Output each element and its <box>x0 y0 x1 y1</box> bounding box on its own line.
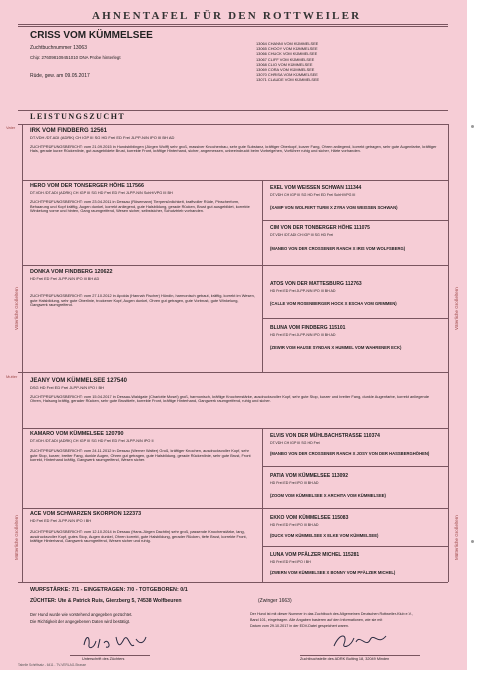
ancestor-name: BLUNA VOM FINDBERG 115101 <box>270 325 346 331</box>
ancestor-parents: (ZEWIR VOM HAUSE SYNDAN X HUMMEL VOM WAHRENER ECK) <box>270 345 402 350</box>
row-rule <box>262 466 448 467</box>
registry-signature-line <box>300 655 420 656</box>
section-rule <box>18 110 448 111</box>
ancestor-name: EKKO VOM KÜMMELSEE 115083 <box>270 515 349 521</box>
dog-name: CRISS VOM KÜMMELSEE <box>30 30 153 41</box>
binder-hole <box>471 540 474 543</box>
littermate: 13071 CLAUDE VOM KÜMMELSEE <box>256 77 320 83</box>
document-title: AHNENTAFEL FÜR DEN ROTTWEILER <box>92 10 362 22</box>
ancestor-name: ATOS VON DER MATTESBURG 112763 <box>270 281 362 287</box>
ancestor-titles: HD Frei ED Frei JLPP-N/N IPO III BH AD <box>270 333 336 337</box>
grandfather-paternal-report: ZUCHTPRÜFUNGSBERICHT: vom 23.04.2011 in Dessau (Rösemann) Tierpersönlichkeit, kraftvoller Rüde, Pinscherform, Behaarung und Kopf kräftig, Augen dunkel, korrekt anliegend, gute Halsbildung, gerade Rücken, Brust gut ausgebildet, korrekte Winkelung vorne und hinten, Gang raumgreifend, Wesen sicher, selbstsicher, Schutztrieb vorhanden. <box>30 200 250 213</box>
grandmother-paternal-titles: HD Frei ED Frei JLPP-N/N IPO III BH AD <box>30 277 100 281</box>
section-title: LEISTUNGSZUCHT <box>30 112 126 121</box>
grandmother-maternal-report: ZUCHTPRÜFUNGSBERICHT: vom 12.10.2014 in Dessau (Hans-Jürgen Dachtin) sehr groß, passende Knochenstärke, lang, ausdrucksvoller Kopf, gutes Stop, Augen dunkel, Ohren korrekt, gute Halsbildung, gerader Rücken, tiefe Brust, korrekte Front, kräftige Hinterhand, Gangwerk raumgreifend, Wesen sicher und ruhig. <box>30 530 247 543</box>
ancestor-parents: (MANBO VON DER CROSSENER RANCH X JOSY VON DER HASSBERGHÖHEN) <box>270 451 430 456</box>
mother-report: ZUCHTPRÜFUNGSBERICHT: vom 15.04.2017 in Dessau-Waldgate (Charlotte Mosel) groß, harmonisch, kräftige Knochenstärke, ausdrucksvoller Kopf, sehr gute Stop, kurzer und breiter Fang, dunkle Augenfarbe, korrekt anliegende Ohren, Halsung kräftig, gerader Rücken, sehr gute Brusttiefe, korrekte Front, kräftige Hinterhand, Gangwerk raumgreifend, ruhig und sicher. <box>30 395 430 404</box>
ancestor-parents: (ZWERN VOM KÜMMELSEE X BONNY VOM PFÄLZER MICHEL) <box>270 570 396 575</box>
column-divider <box>262 508 263 582</box>
grandfather-maternal-name: KAMARO VOM KÜMMELSEE 120790 <box>30 431 124 437</box>
father-name: IRK VOM FINDBERG 12561 <box>30 128 108 134</box>
breeder-note-1: Der Hund wurde wie vorstehend angegeben gezüchtet. <box>30 612 133 617</box>
breeder-signature <box>80 631 150 653</box>
littermate: 13066 CHUCK VOM KÜMMELSEE <box>256 51 318 57</box>
grandmother-maternal-name: ACE VOM SCHWARZEN SKORPION 122373 <box>30 511 142 517</box>
litter-stats: WURFSTÄRKE: 7/1 - EINGETRAGEN: 7/0 - TOTGEBOREN: 0/1 <box>30 587 188 593</box>
ancestor-parents: (MANBO VON DER CROSSENER RANCH X IRIS VOM WOLFSBERG) <box>270 246 406 251</box>
father-report: ZUCHTPRÜFUNGSBERICHT: vom 21.09.2015 in Hundsbiblingen (Jürgen Wolff) sehr groß, massiver Knochenbau, sehr gute Substanz, kräftiger Oberkopf, kurzer Fang, Ohren anliegend, korrekt getragen, sehr gute Augenfarbe, kräftiger Hals, gerade kurze Rückenlinie, gut ausgebildete Brust, korrekte Front, kräftige Hinterhand, sicher, angemessen, unbeeindruckt beim Vorbeigehen, Vorführer ruhig und sicher, Härte vorhanden. <box>30 145 437 154</box>
row-rule <box>262 318 448 319</box>
row-rule <box>22 508 448 509</box>
registry-signature-label: Zuchtbuchstelle des ADRK Bulting 18, 32049 Minden <box>300 657 390 661</box>
row-rule <box>262 220 448 221</box>
breeder-note-2: Die Richtigkeit der angegebenen Daten wird bestätigt. <box>30 619 131 624</box>
breeder-signature-label: Unterschrift des Züchters <box>82 657 125 661</box>
breeder: ZÜCHTER: Ute & Patrick Ruis, Gierzberg 5, 74538 Wolfbeuren <box>30 598 182 604</box>
frame-right <box>448 124 449 582</box>
grandfather-paternal-name: HERO VOM DER TONSERGER HÖHE 117566 <box>30 183 145 189</box>
ancestor-parents: (CALLE VOM ROSENBERGER HOCK X ESCHA VOM GRIMMEN) <box>270 301 397 306</box>
littermate: 13070 CHRISA VOM KÜMMELSEE <box>256 72 318 78</box>
ancestor-titles: HD Frei ED Frei IPO III BH AD <box>270 523 319 527</box>
kennel-number: (Zwinger 1663) <box>258 598 292 604</box>
frame-bottom <box>18 582 448 583</box>
binder-hole <box>471 125 474 128</box>
registry-note-3: Datum vom 29.10.2017 in der EDV-Datei gespeichert waren. <box>250 624 350 628</box>
ancestor-titles: HD Frei ED Frei JLPP-N/N IPO III BH AD <box>270 289 336 293</box>
side-label-left-upper: Väterliche Großeltern <box>14 287 19 330</box>
ancestor-name: ELVIS VON DER MÜHLBACHSTRASSE 110374 <box>270 433 380 439</box>
ancestor-name: LUNA VOM PFÄLZER MICHEL 115281 <box>270 552 360 558</box>
row-rule <box>22 428 448 429</box>
ancestor-titles: HD Frei ED Frei IPO I BH <box>270 560 311 564</box>
grandfather-maternal-report: ZUCHTPRÜFUNGSBERICHT: vom 24.11.2012 in Dessau (Werner Walter) Groß, kräftiger Knochen, ausdrucksvoller Kopf, sehr gute Stop, kurzer, breiter Fang, dunkle Augen, Ohren gut getragen, gute Halsbildung, gerade Rückenlinie, sehr gute Brust, Front korrekt, Hinterhand kräftig, Gangwerk raumgreifend, Wesen sicher. <box>30 449 251 462</box>
littermate: 13069 CORA VOM KÜMMELSEE <box>256 66 315 72</box>
title-rule-2 <box>18 26 448 27</box>
ancestor-titles: DT.VDH /DT.ADI CH IGP III SG HD Frei <box>270 233 334 237</box>
side-label-right-lower: Mütterliche Großeltern <box>454 515 459 560</box>
column-divider <box>262 180 263 265</box>
ancestor-name: EXEL VOM WEISSEN SCHWAN 111344 <box>270 185 362 191</box>
breeder-signature-line <box>70 655 150 656</box>
littermates-list <box>256 42 376 84</box>
registry-signature <box>330 630 390 652</box>
grandfather-maternal-titles: DT.VDH /DT.ADI (ADRK) CH IGP III SG HD Frei ED Frei JLPP-N/N IPO II <box>30 439 154 443</box>
ancestor-titles: DT.VDH CH IGP III SG HD Frei ED Frei SchH/VPG III <box>270 193 356 197</box>
mother-name: JEANY VOM KÜMMELSEE 127540 <box>30 378 127 384</box>
print-line: Tabelle Schriftsatz - 6411 - TV-VERLAG-Strasse <box>18 663 87 667</box>
father-titles: DT.VDH /DT.ADI (ADRK) CH IGP III SG HD Frei ED Frei JLPP-N/N IPO III BH AD <box>30 135 175 140</box>
row-rule <box>22 180 448 181</box>
ancestor-parents: (XAMP VON WOLFERT TURM X ZYRA VOM WEISSEN SCHWAN) <box>270 205 398 210</box>
ancestor-parents: (DUCK VOM KÜMMELSEE X ELKE VOM KÜMMELSEE) <box>270 533 379 538</box>
registry-note-1: Der Hund ist mit dieser Nummer in das Zuchtbuch des Allgemeinen Deutschen Rottweiler-Klub e.V., <box>250 612 413 616</box>
grandmother-paternal-report: ZUCHTPRÜFUNGSBERICHT: vom 27.10.2012 in Apolda (Hannah Fischer) Hündin, harmonisch gebaut, kräftig, korrekt im Wesen, gute Halsbildung, sehr gute Oberlinie, trockener Kopf, Augen dunkel, Ohren gut getragen, gute Vorbrust, gute Winkelung, Gangwerk raumgreifend. <box>30 294 255 307</box>
ancestor-name: CIM VON DER TONBERGER HÖHE 111075 <box>270 225 370 231</box>
row-rule <box>22 265 448 266</box>
grandfather-paternal-titles: DT.VDH /DT.ADI (ADRK) CH IGP III SG HD Frei ED Frei JLPP-N/N SchH/VPG III BH <box>30 191 173 195</box>
ancestor-titles: HD Frei ED Frei IPO III BH AD <box>270 481 319 485</box>
side-label-right-upper: Väterliche Großeltern <box>454 287 459 330</box>
littermate: 13068 CLIO VOM KÜMMELSEE <box>256 61 313 67</box>
chip-number: Chip: 276098109451010 DNA Probe hinterlegt <box>30 55 121 60</box>
side-label-left-lower: Mütterliche Großeltern <box>14 515 19 560</box>
father-label: Vater <box>6 125 16 130</box>
ancestor-parents: (ZOOM VOM KÜMMELSEE X ARCHITA VOM KÜMMELSEE) <box>270 493 386 498</box>
frame-left <box>22 124 23 582</box>
ancestor-titles: DT.VDH CH IGP III SG HD Frei <box>270 441 320 445</box>
littermate: 13065 CHOOY VOM KÜMMELSEE <box>256 46 318 52</box>
ancestor-name: PATIA VOM KÜMMELSEE 113092 <box>270 473 348 479</box>
frame-top <box>18 124 448 125</box>
birth-date: Rüde, gew. am 09.05.2017 <box>30 73 90 79</box>
row-rule <box>18 372 448 373</box>
mother-label: Mutter <box>6 374 18 379</box>
column-divider <box>262 428 263 508</box>
registry-note-2: Band 101, eingetragen. Alle Angaben basieren auf den Informationen, wie sie mit <box>250 618 383 622</box>
littermate: 13064 CHANNI VOM KÜMMELSEE <box>256 41 319 46</box>
littermate: 13067 CLIFF VOM KÜMMELSEE <box>256 56 315 62</box>
registration-number: Zuchtbuchnummer 13063 <box>30 45 87 51</box>
mother-titles: DSG HD Frei ED Frei JLPP-N/N IPO I BH <box>30 385 105 390</box>
row-rule <box>262 546 448 547</box>
grandmother-paternal-name: DONKA VOM FINDBERG 120622 <box>30 269 113 275</box>
grandmother-maternal-titles: HD Frei ED Frei JLPP-N/N IPO I BH <box>30 519 91 523</box>
